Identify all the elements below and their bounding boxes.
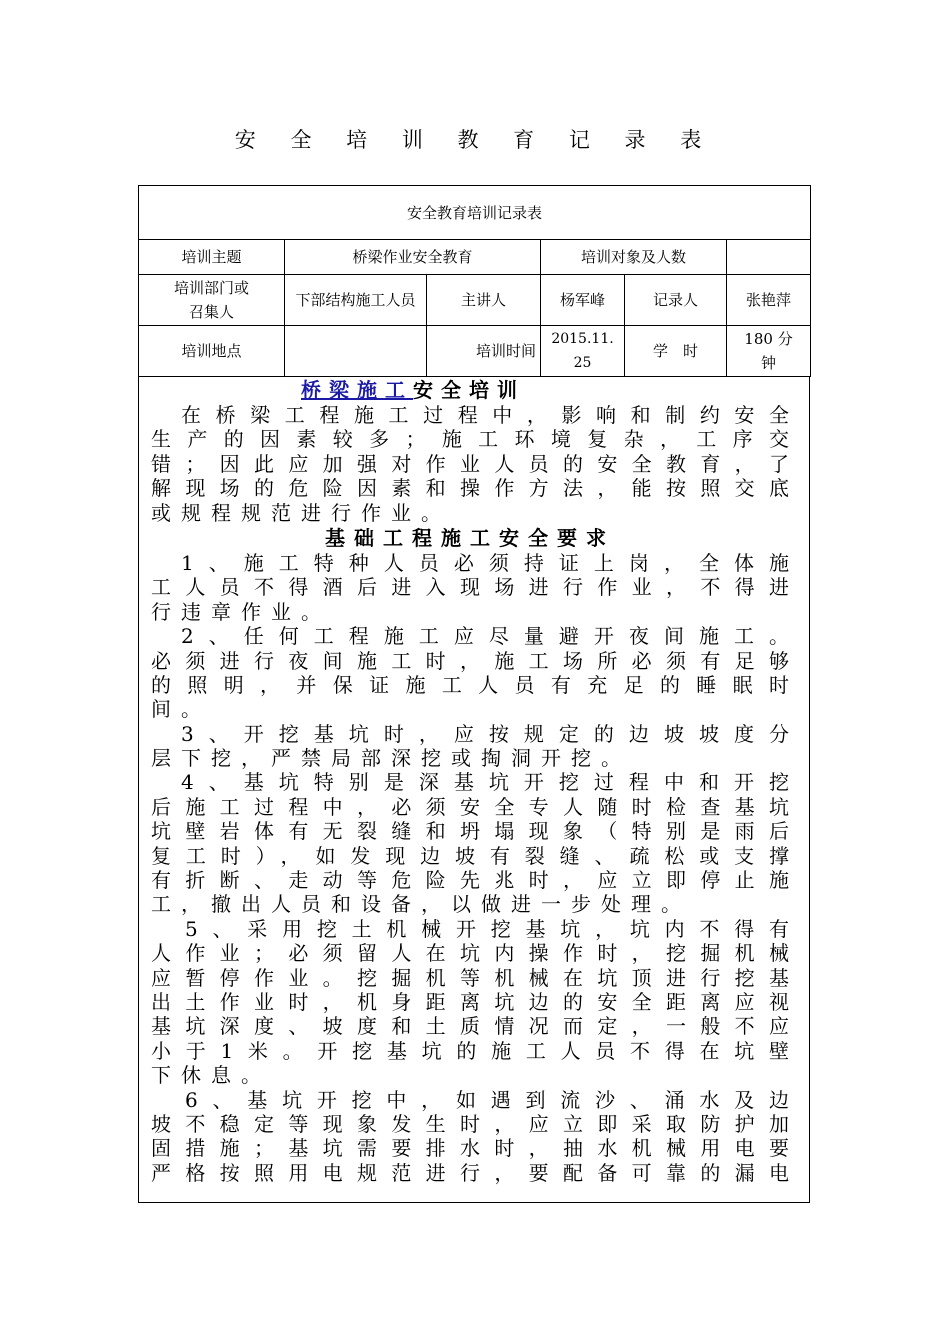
item-line: 必须进行夜间施工时，施工场所必须有足够 bbox=[151, 648, 789, 673]
item-line: 复工时），如发现边坡有裂缝、疏松或支撑 bbox=[151, 843, 789, 868]
page-title: 安 全 培 训 教 育 记 录 表 bbox=[234, 128, 716, 152]
item-line: 的照明，并保证施工人员有充足的睡眠时 bbox=[151, 672, 789, 697]
speaker-value: 杨军峰 bbox=[541, 275, 625, 326]
intro-line: 在桥梁工程施工过程中，影响和制约安全 bbox=[181, 403, 789, 427]
topic-value: 桥梁作业安全教育 bbox=[285, 240, 541, 275]
item-line: 人作业；必须留人在坑内操作时，挖掘机械 bbox=[151, 941, 789, 966]
item-line: 6、基坑开挖中，如遇到流沙、涌水及边 bbox=[185, 1087, 789, 1112]
item-line: 坑壁岩体有无裂缝和坍塌现象（特别是雨后 bbox=[151, 819, 789, 844]
item-line: 基坑深度、坡度和土质情况而定，一般不应 bbox=[151, 1014, 789, 1039]
dept-label: 培训部门或召集人 bbox=[139, 275, 285, 326]
item-line: 出土作业时，机身距离坑边的安全距离应视 bbox=[151, 989, 789, 1014]
item-line: 严格按照用电规范进行，要配备可靠的漏电 bbox=[151, 1160, 789, 1185]
item-line: 固措施；基坑需要排水时，抽水机械用电要 bbox=[151, 1136, 789, 1161]
training-record-table bbox=[138, 185, 811, 377]
item-line: 工，撤出人员和设备，以做进一步处理。 bbox=[151, 892, 691, 917]
dept-value: 下部结构施工人员 bbox=[285, 275, 427, 326]
content-heading bbox=[151, 377, 789, 403]
item-line: 2、任何工程施工应尽量避开夜间施工。 bbox=[181, 624, 789, 649]
section-title: 基础工程施工安全要求 bbox=[325, 525, 615, 550]
item-line: 应暂停作业。挖掘机等机械在坑顶进行挖基 bbox=[151, 965, 789, 990]
table-caption: 安全教育培训记录表 bbox=[139, 186, 811, 240]
item-line: 间。 bbox=[151, 697, 211, 722]
item-line: 1、施工特种人员必须持证上岗，全体施 bbox=[181, 550, 789, 575]
hours-value: 180 分钟 bbox=[727, 326, 811, 377]
intro-line: 生产的因素较多；施工环境复杂，工序交 bbox=[151, 427, 789, 452]
item-line: 5、采用挖土机械开挖基坑，坑内不得有 bbox=[185, 916, 789, 941]
speaker-label: 主讲人 bbox=[427, 275, 541, 326]
item-line: 4、基坑特别是深基坑开挖过程中和开挖 bbox=[181, 770, 789, 795]
item-line: 坡不稳定等现象发生时，应立即采取防护加 bbox=[151, 1111, 789, 1136]
intro-line: 解现场的危险因素和操作方法，能按照交底 bbox=[151, 476, 789, 501]
item-line: 小于1米。开挖基坑的施工人员不得在坑壁 bbox=[151, 1038, 789, 1063]
topic-label: 培训主题 bbox=[139, 240, 285, 275]
item-line: 行违章作业。 bbox=[151, 599, 331, 624]
place-value bbox=[285, 326, 427, 377]
time-label: 培训时间 bbox=[427, 326, 541, 377]
item-line: 有折断、走动等危险先兆时，应立即停止施 bbox=[151, 868, 789, 893]
item-line: 下休息。 bbox=[151, 1063, 271, 1088]
item-line: 后施工过程中，必须安全专人随时检查基坑 bbox=[151, 794, 789, 819]
time-value: 2015.11.25 bbox=[541, 326, 625, 377]
recorder-value: 张艳萍 bbox=[727, 275, 811, 326]
training-content bbox=[138, 377, 810, 1203]
content-heading-rest: 安全培训 bbox=[413, 378, 525, 402]
intro-line: 或规程规范进行作业。 bbox=[151, 500, 451, 525]
item-line: 3、开挖基坑时，应按规定的边坡坡度分 bbox=[181, 721, 789, 746]
item-line: 层下挖，严禁局部深挖或掏洞开挖。 bbox=[151, 746, 631, 771]
place-label: 培训地点 bbox=[139, 326, 285, 377]
intro-line: 错；因此应加强对作业人员的安全教育，了 bbox=[151, 451, 789, 476]
hours-label: 学 时 bbox=[625, 326, 727, 377]
target-label: 培训对象及人数 bbox=[541, 240, 727, 275]
item-line: 工人员不得酒后进入现场进行作业，不得进 bbox=[151, 575, 789, 600]
recorder-label: 记录人 bbox=[625, 275, 727, 326]
content-heading-link[interactable]: 桥梁施工 bbox=[301, 378, 413, 402]
target-value bbox=[727, 240, 811, 275]
